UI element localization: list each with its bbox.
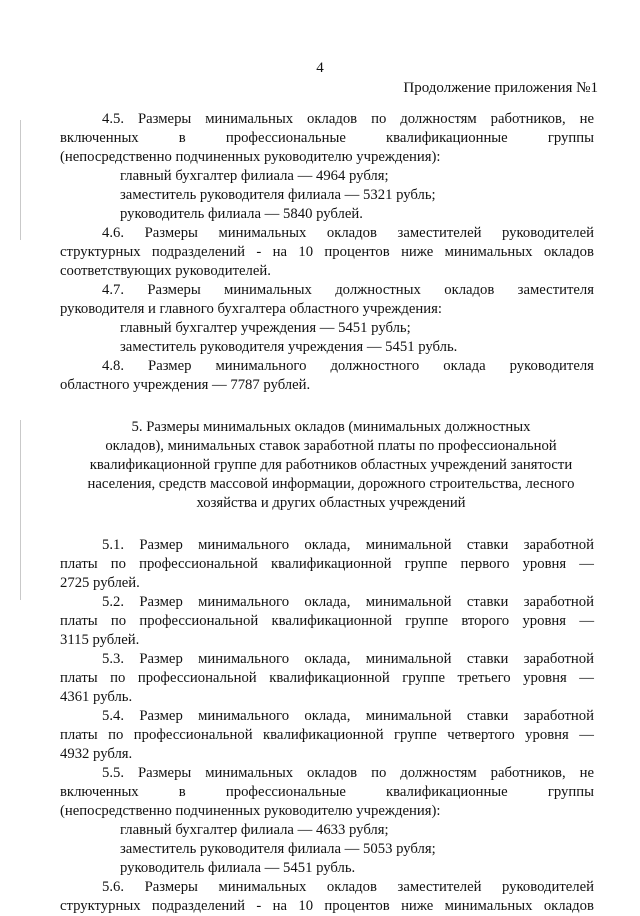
word: заработной xyxy=(523,537,594,553)
word: минимального xyxy=(198,594,290,610)
word: - xyxy=(256,244,262,260)
word: оклада, xyxy=(304,651,351,667)
word: платы xyxy=(60,727,98,743)
word: уровня xyxy=(522,613,567,629)
text-line xyxy=(60,669,594,688)
word: руководителей xyxy=(502,225,594,241)
word: второго xyxy=(461,613,510,629)
word: по xyxy=(108,727,124,743)
word: оклада, xyxy=(304,537,351,553)
text-line: руководителя и главного бухгалтера областного учреждения: xyxy=(60,301,442,317)
word: 10 xyxy=(298,898,314,914)
word: платы xyxy=(60,613,98,629)
word: Размеры xyxy=(144,879,198,895)
word: работников, xyxy=(490,111,566,127)
word: 10 xyxy=(298,244,314,260)
word: квалификационные xyxy=(386,130,508,146)
word: включенных xyxy=(60,784,139,800)
section-heading-line: хозяйства и других областных учреждений xyxy=(196,495,466,511)
section-heading-line: квалификационной группе для работников областных учреждений занятости xyxy=(89,457,573,473)
text-line xyxy=(60,243,594,262)
word: группы xyxy=(547,130,594,146)
word: Размер xyxy=(148,358,192,374)
text-line xyxy=(60,764,594,783)
word: минимальной xyxy=(365,537,452,553)
word: профессиональной xyxy=(133,727,253,743)
text-line xyxy=(60,612,594,631)
word: профессиональной xyxy=(139,556,258,572)
scan-edge-line xyxy=(20,120,21,240)
word: структурных xyxy=(60,244,141,260)
word: группе xyxy=(394,727,437,743)
word: должностям xyxy=(400,765,477,781)
word: структурных xyxy=(60,898,141,914)
word: четвертого xyxy=(447,727,515,743)
word: 5.4. xyxy=(102,708,125,724)
spacer xyxy=(60,395,594,418)
text-line xyxy=(60,281,594,300)
word: по xyxy=(110,613,127,629)
word: ставки xyxy=(466,594,509,610)
text-line xyxy=(60,783,594,802)
word: работников, xyxy=(490,765,566,781)
word: ставки xyxy=(466,708,509,724)
word: 4.5. xyxy=(102,111,125,127)
text-line: заместитель руководителя филиала — 5053 рубля; xyxy=(120,841,436,857)
section-heading-line: окладов), минимальных ставок заработной платы по профессиональной xyxy=(105,438,557,454)
word: уровня xyxy=(522,556,567,572)
word: 5.5. xyxy=(102,765,125,781)
word: по xyxy=(371,111,387,127)
word: квалификационной xyxy=(271,613,392,629)
word: минимальных xyxy=(444,898,533,914)
word: минимального xyxy=(198,537,290,553)
word: на xyxy=(272,898,287,914)
word: профессиональной xyxy=(137,670,257,686)
word: Размеры xyxy=(137,111,192,127)
word: должностного xyxy=(330,358,420,374)
text-line xyxy=(60,707,594,726)
word: ставки xyxy=(466,537,509,553)
word: — xyxy=(579,670,594,686)
word: квалификационной xyxy=(263,727,384,743)
word: ставки xyxy=(466,651,509,667)
word: окладов xyxy=(326,225,377,241)
word: профессиональные xyxy=(225,784,346,800)
word: - xyxy=(256,898,262,914)
word: процентов xyxy=(324,244,390,260)
word: на xyxy=(272,244,287,260)
text-line: 2725 рублей. xyxy=(60,575,140,591)
text-line xyxy=(60,897,594,916)
word: Размеры xyxy=(137,765,192,781)
word: Размеры xyxy=(144,225,198,241)
scan-edge-line xyxy=(20,420,21,600)
word: руководителей xyxy=(502,879,594,895)
word: 4.6. xyxy=(102,225,125,241)
word: должностных xyxy=(335,282,421,298)
text-line xyxy=(60,555,594,574)
word: квалификационной xyxy=(271,556,392,572)
word: минимального xyxy=(215,358,307,374)
word: окладов xyxy=(326,879,377,895)
word: платы xyxy=(60,670,98,686)
word: окладов xyxy=(307,111,358,127)
word: профессиональной xyxy=(139,613,259,629)
word: не xyxy=(579,765,594,781)
word: минимальной xyxy=(365,651,452,667)
word: руководителя xyxy=(509,358,594,374)
text-line xyxy=(60,650,594,669)
word: платы xyxy=(60,556,98,572)
text-line: 4932 рубля. xyxy=(60,746,133,762)
word: заместителя xyxy=(517,282,594,298)
text-line: главный бухгалтер филиала — 4964 рубля; xyxy=(120,168,389,184)
word: заместителей xyxy=(397,879,482,895)
word: процентов xyxy=(324,898,390,914)
word: минимальной xyxy=(365,594,452,610)
document-body xyxy=(60,110,594,916)
text-line: главный бухгалтер учреждения — 5451 рубль; xyxy=(120,320,411,336)
word: Размер xyxy=(139,594,183,610)
text-line xyxy=(60,224,594,243)
word: 5.1. xyxy=(102,537,125,553)
text-line: (непосредственно подчиненных руководителю учреждения): xyxy=(60,803,441,819)
word: ниже xyxy=(401,244,434,260)
word: группе xyxy=(405,613,449,629)
word: минимальных xyxy=(444,244,533,260)
word: заместителей xyxy=(397,225,482,241)
text-line xyxy=(60,129,594,148)
word: минимальных xyxy=(205,111,294,127)
text-line xyxy=(60,878,594,897)
word: включенных xyxy=(60,130,139,146)
text-line: соответствующих руководителей. xyxy=(60,263,271,279)
text-line xyxy=(60,110,594,129)
word: минимальных xyxy=(224,282,312,298)
word: минимальных xyxy=(205,765,294,781)
word: в xyxy=(178,130,186,146)
word: оклада, xyxy=(304,594,351,610)
text-line: областного учреждения — 7787 рублей. xyxy=(60,377,311,393)
section-heading-line: 5. Размеры минимальных окладов (минимальных должностных xyxy=(131,419,531,435)
word: подразделений xyxy=(151,244,245,260)
word: заработной xyxy=(523,651,594,667)
word: первого xyxy=(460,556,510,572)
word: группе xyxy=(404,556,448,572)
word: окладов xyxy=(543,898,594,914)
text-line xyxy=(60,357,594,376)
word: должностям xyxy=(400,111,477,127)
word: оклада xyxy=(443,358,486,374)
word: минимального xyxy=(198,651,290,667)
word: минимального xyxy=(198,708,290,724)
text-line xyxy=(60,536,594,555)
word: минимальных xyxy=(218,879,307,895)
text-line xyxy=(60,726,594,745)
text-line: главный бухгалтер филиала — 4633 рубля; xyxy=(120,822,389,838)
word: 5.2. xyxy=(102,594,125,610)
word: окладов xyxy=(543,244,594,260)
word: третьего xyxy=(457,670,511,686)
word: минимальных xyxy=(218,225,307,241)
text-line: 3115 рублей. xyxy=(60,632,140,648)
word: 4.8. xyxy=(102,358,125,374)
word: в xyxy=(178,784,186,800)
word: заработной xyxy=(523,594,594,610)
word: — xyxy=(579,556,594,572)
word: 5.3. xyxy=(102,651,125,667)
word: подразделений xyxy=(151,898,245,914)
word: не xyxy=(579,111,594,127)
word: — xyxy=(579,613,594,629)
word: окладов xyxy=(444,282,495,298)
word: квалификационной xyxy=(269,670,390,686)
word: окладов xyxy=(307,765,358,781)
word: Размер xyxy=(139,651,183,667)
text-line: заместитель руководителя филиала — 5321 рубль; xyxy=(120,187,436,203)
word: квалификационные xyxy=(386,784,508,800)
word: оклада, xyxy=(304,708,351,724)
text-line: (непосредственно подчиненных руководителю учреждения): xyxy=(60,149,441,165)
appendix-header: Продолжение приложения №1 xyxy=(403,80,598,96)
word: Размеры xyxy=(147,282,201,298)
word: 5.6. xyxy=(102,879,125,895)
spacer xyxy=(60,513,594,536)
word: уровня xyxy=(523,670,567,686)
word: профессиональные xyxy=(225,130,346,146)
text-line: 4361 рубль. xyxy=(60,689,133,705)
section-heading-line: населения, средств массовой информации, дорожного строительства, лесного xyxy=(87,476,575,492)
word: уровня xyxy=(525,727,569,743)
word: — xyxy=(579,727,594,743)
word: ниже xyxy=(401,898,434,914)
word: Размер xyxy=(139,537,183,553)
text-line: заместитель руководителя учреждения — 5451 рубль. xyxy=(120,339,458,355)
word: группы xyxy=(547,784,594,800)
word: по xyxy=(110,670,126,686)
word: по xyxy=(110,556,126,572)
word: Размер xyxy=(139,708,183,724)
word: 4.7. xyxy=(102,282,125,298)
word: по xyxy=(371,765,387,781)
word: группе xyxy=(402,670,445,686)
page-number: 4 xyxy=(316,60,324,76)
text-line: руководитель филиала — 5840 рублей. xyxy=(120,206,363,222)
text-line: руководитель филиала — 5451 рубль. xyxy=(120,860,356,876)
text-line xyxy=(60,593,594,612)
word: заработной xyxy=(523,708,594,724)
word: минимальной xyxy=(365,708,452,724)
